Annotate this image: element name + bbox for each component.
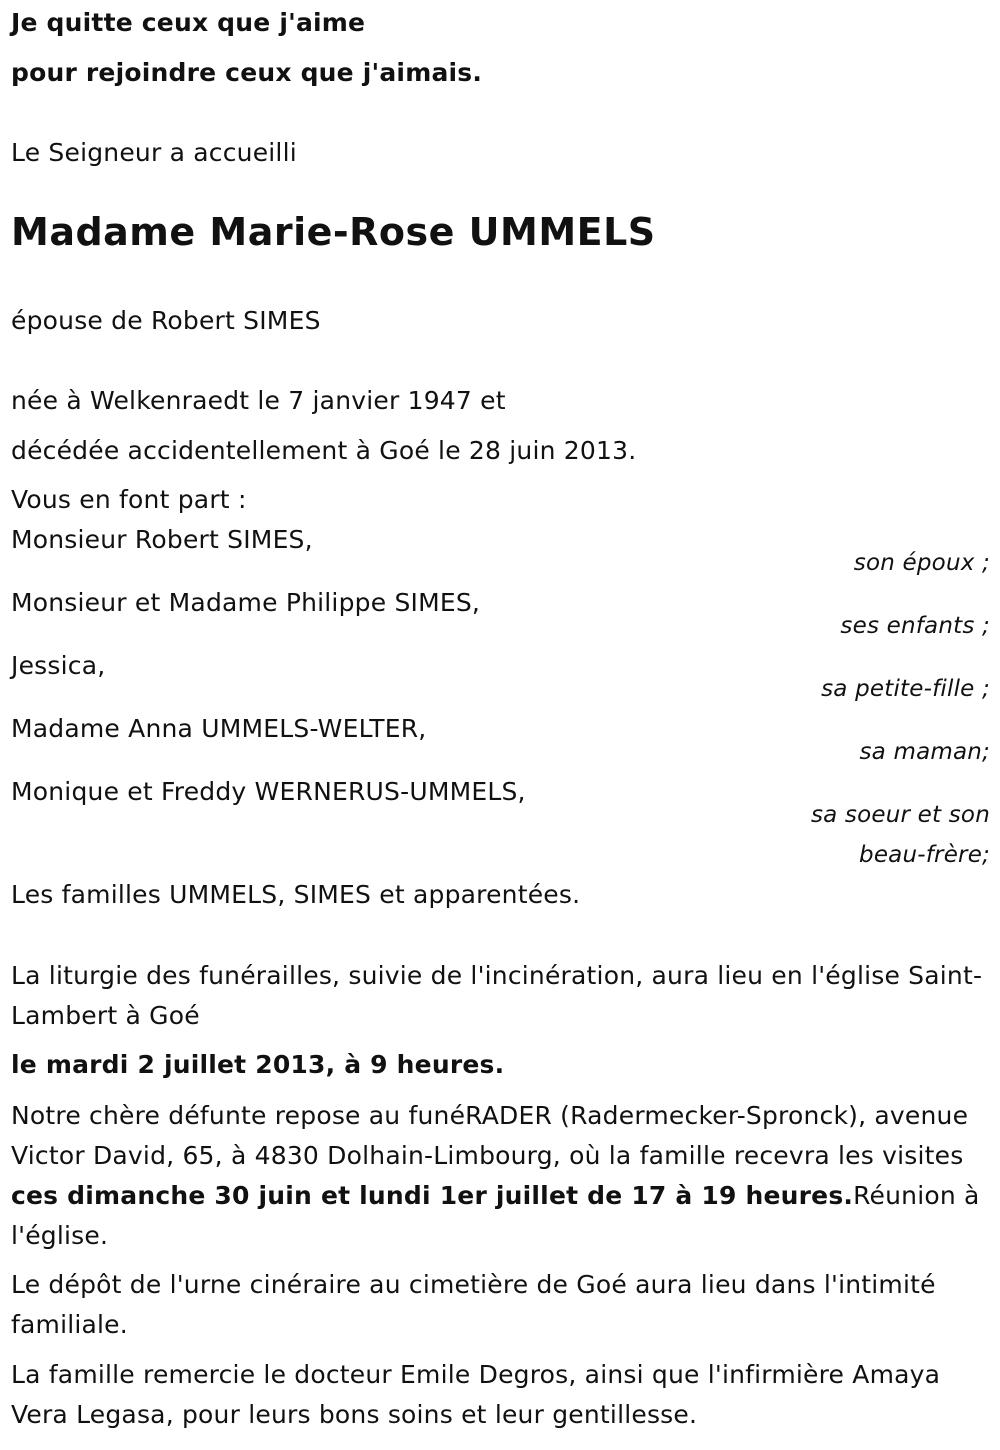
urn-text: Le dépôt de l'urne cinéraire au cimetière de Goé aura lieu dans l'intimité familiale.	[11, 1270, 936, 1339]
rest-paragraph	[11, 1096, 991, 1256]
family-relation-1: son époux ;	[853, 550, 990, 576]
family-name-2: Monsieur et Madame Philippe SIMES,	[11, 588, 481, 617]
announce-text: Vous en font part :	[11, 485, 247, 514]
quote-line-2: pour rejoindre ceux que j'aimais.	[11, 58, 483, 87]
intro-text: Le Seigneur a accueilli	[11, 138, 297, 167]
deceased-name: Madame Marie-Rose UMMELS	[11, 210, 656, 254]
family-name-5: Monique et Freddy WERNERUS-UMMELS,	[11, 777, 526, 806]
rest-visit-hours: ces dimanche 30 juin et lundi 1er juillet de 17 à 19 heures.	[11, 1181, 854, 1210]
families-text: Les familles UMMELS, SIMES et apparentées.	[11, 880, 581, 909]
rest-text-2: Réunion à l'église.	[11, 1181, 980, 1250]
quote-line-1: Je quitte ceux que j'aime	[11, 8, 366, 37]
liturgy-text: La liturgie des funérailles, suivie de l'incinération, aura lieu en l'église Saint-Lambert à Goé	[11, 961, 983, 1030]
birth-text: née à Welkenraedt le 7 janvier 1947 et	[11, 386, 506, 415]
rest-text-1: Notre chère défunte repose au funéRADER (Radermecker-Spronck), avenue Victor David, 65, à 4830 Dolhain-Limbourg, où la famille recevra les visites	[11, 1101, 969, 1170]
funeral-date: le mardi 2 juillet 2013, à 9 heures.	[11, 1050, 505, 1079]
family-relation-4: sa maman;	[859, 739, 990, 765]
family-relation-5a: sa soeur et son	[810, 802, 990, 828]
family-name-3: Jessica,	[11, 651, 106, 680]
thanks-text: La famille remercie le docteur Emile Degros, ainsi que l'infirmière Amaya Vera Legasa, pour leurs bons soins et leur gentillesse.	[11, 1360, 941, 1429]
family-name-1: Monsieur Robert SIMES,	[11, 525, 313, 554]
spouse-text: épouse de Robert SIMES	[11, 306, 321, 335]
family-relation-3: sa petite-fille ;	[821, 676, 990, 702]
family-name-4: Madame Anna UMMELS-WELTER,	[11, 714, 427, 743]
family-relation-2: ses enfants ;	[840, 613, 990, 639]
family-relation-5b: beau-frère;	[859, 842, 990, 868]
death-text: décédée accidentellement à Goé le 28 juin 2013.	[11, 436, 637, 465]
